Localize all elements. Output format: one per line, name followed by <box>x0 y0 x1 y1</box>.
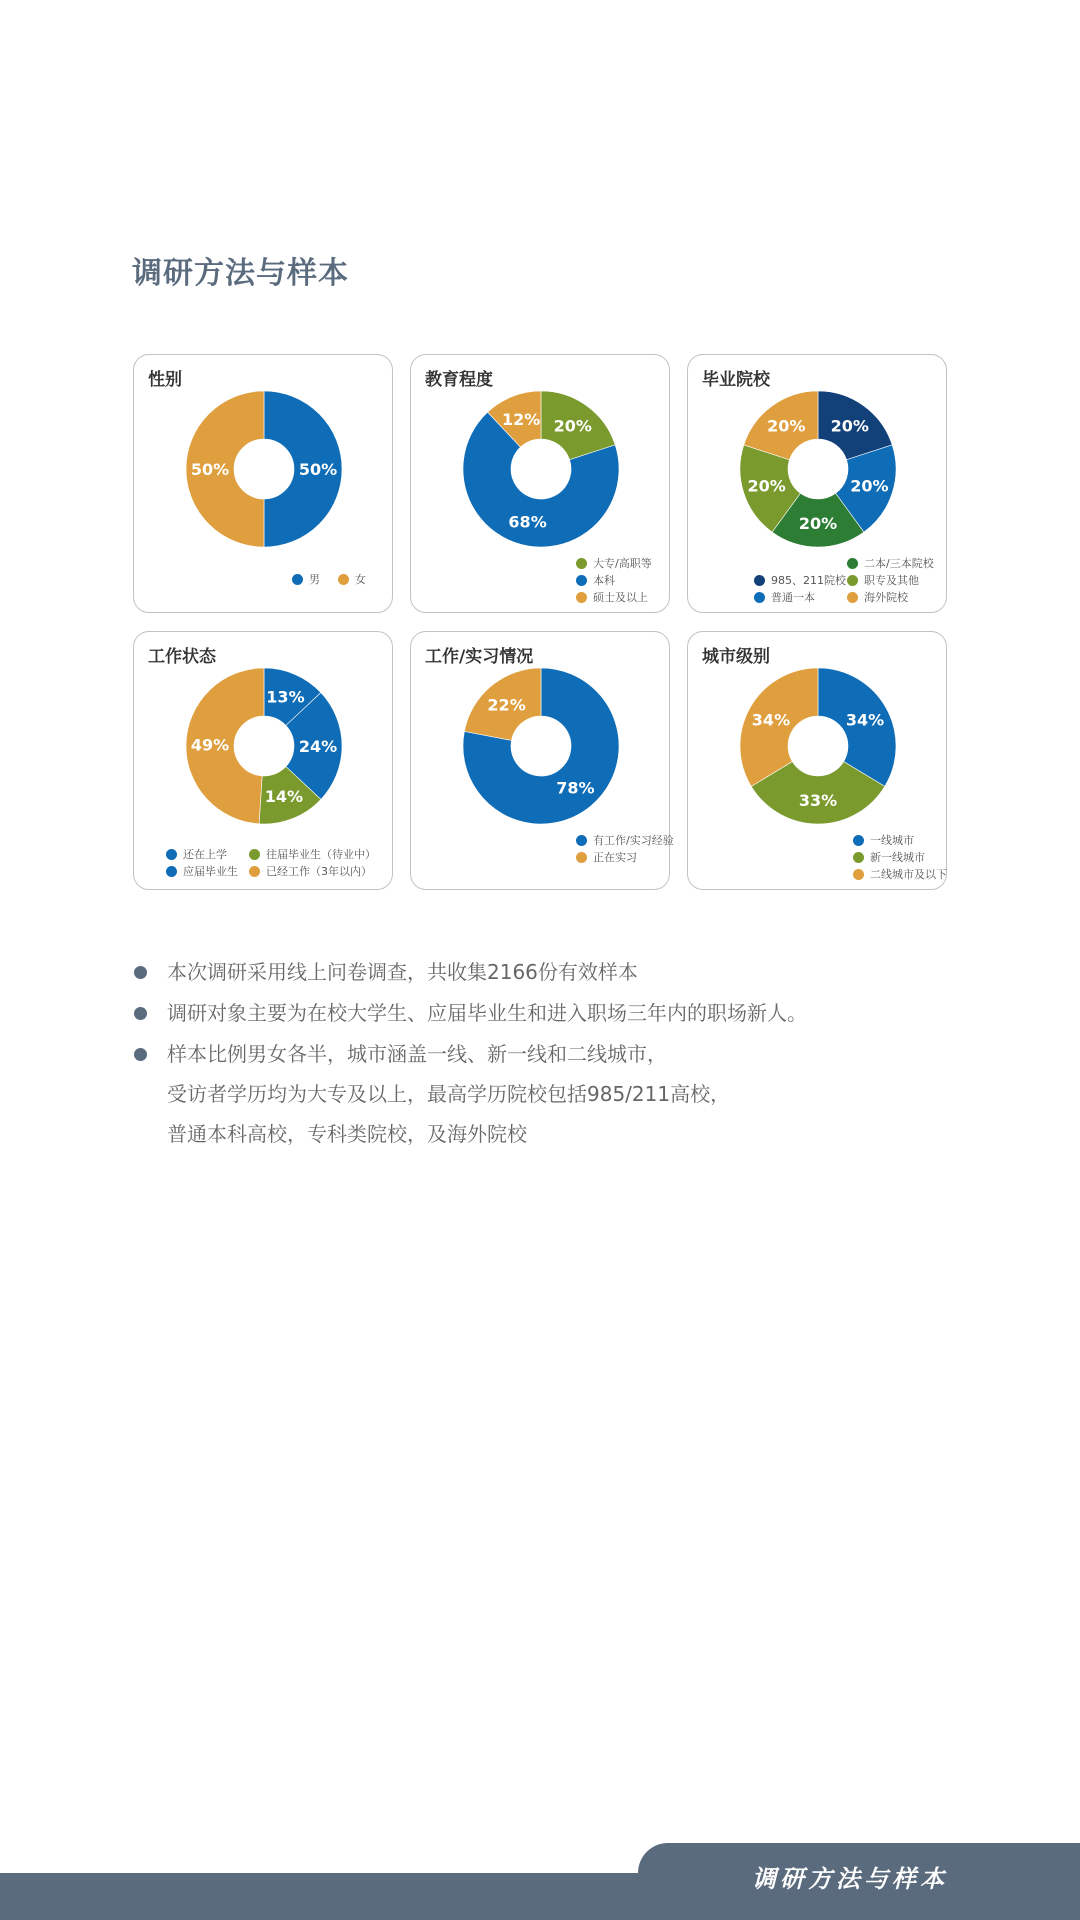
slice-label: 20% <box>830 416 869 436</box>
legend-swatch <box>576 575 587 586</box>
bullet-text: 调研对象主要为在校大学生、应届毕业生和进入职场三年内的职场新人。 <box>167 1001 807 1025</box>
footer-label: 调研方法与样本 <box>752 1865 948 1893</box>
legend-item <box>166 846 227 862</box>
slice-label: 50% <box>298 460 338 479</box>
internship-card <box>410 631 674 890</box>
legend-item <box>853 849 925 865</box>
legend-swatch <box>292 574 303 585</box>
legend-label: 大专/高职等 <box>593 557 652 570</box>
legend-label: 应届毕业生 <box>183 865 238 878</box>
summary-bullets <box>132 952 982 1155</box>
slice-label: 20% <box>767 416 806 436</box>
legend-swatch <box>754 592 765 603</box>
legend-label: 男 <box>309 573 320 586</box>
slice-label: 12% <box>501 409 541 429</box>
legend-swatch <box>754 575 765 586</box>
legend-swatch <box>338 574 349 585</box>
slice-label: 24% <box>298 737 338 756</box>
legend-swatch <box>166 849 177 860</box>
legend-item <box>754 572 846 588</box>
legend-swatch <box>249 849 260 860</box>
bullet-item <box>132 993 982 1033</box>
legend-item <box>338 571 366 587</box>
legend-label: 已经工作（3年以内） <box>266 865 372 878</box>
legend-label: 硕士及以上 <box>593 591 648 604</box>
slice-label: 20% <box>747 476 786 496</box>
slice-label: 49% <box>190 735 230 755</box>
legend-swatch <box>576 558 587 569</box>
bullet-dot-icon <box>134 1048 147 1061</box>
legend-item <box>576 572 615 588</box>
legend-swatch <box>166 866 177 877</box>
slice-label: 20% <box>798 514 838 533</box>
legend-label: 二线城市及以下 <box>870 868 947 881</box>
legend-label: 往届毕业生（待业中） <box>266 848 376 861</box>
education-card <box>410 354 670 613</box>
legend-item <box>847 555 934 571</box>
card-title: 毕业院校 <box>702 370 770 390</box>
legend-item <box>576 849 637 865</box>
legend-label: 职专及其他 <box>864 574 919 587</box>
slice-label: 34% <box>845 710 885 730</box>
legend-swatch <box>847 575 858 586</box>
legend-label: 985、211院校 <box>771 574 846 587</box>
bullet-dot-icon <box>134 966 147 979</box>
school-card <box>687 354 947 613</box>
legend-swatch <box>853 852 864 863</box>
legend-label: 二本/三本院校 <box>864 557 934 570</box>
card-title: 工作状态 <box>148 647 216 667</box>
legend-swatch <box>576 835 587 846</box>
card-title: 工作/实习情况 <box>425 647 534 667</box>
bullet-dot-icon <box>134 1007 147 1020</box>
card-title: 城市级别 <box>702 647 770 667</box>
bullet-text: 受访者学历均为大专及以上，最高学历院校包括985/211高校， <box>167 1082 731 1106</box>
legend-label: 一线城市 <box>870 834 914 847</box>
slice-label: 14% <box>264 787 304 807</box>
gender-card <box>133 354 393 613</box>
slice-label: 22% <box>487 695 526 715</box>
legend-item <box>847 589 908 605</box>
slice-label: 13% <box>266 687 305 707</box>
city-tier-card <box>687 631 947 890</box>
bullet-text: 本次调研采用线上问卷调查，共收集2166份有效样本 <box>167 960 638 984</box>
legend-item <box>166 863 238 879</box>
legend-item <box>853 866 947 882</box>
legend-item <box>847 572 919 588</box>
education-donut-chart <box>411 355 671 614</box>
legend-label: 本科 <box>593 574 615 587</box>
bullet-item <box>132 1034 982 1154</box>
bullet-text: 普通本科高校，专科类院校，及海外院校 <box>167 1122 527 1146</box>
slice-label: 33% <box>798 791 838 810</box>
bullet-item <box>132 952 982 992</box>
legend-item <box>576 832 674 848</box>
chart-grid <box>133 354 948 894</box>
legend-label: 新一线城市 <box>870 851 925 864</box>
legend-label: 普通一本 <box>771 591 815 604</box>
legend-label: 有工作/实习经验 <box>593 834 674 847</box>
card-title: 性别 <box>148 370 182 390</box>
legend-label: 正在实习 <box>593 851 637 864</box>
legend-item <box>576 589 648 605</box>
legend-item <box>853 832 914 848</box>
slice-label: 50% <box>190 460 230 479</box>
bullet-text: 样本比例男女各半，城市涵盖一线、新一线和二线城市， <box>167 1042 667 1066</box>
legend-item <box>754 589 815 605</box>
legend-swatch <box>847 592 858 603</box>
slice-label: 34% <box>751 710 791 730</box>
legend-swatch <box>853 835 864 846</box>
legend-swatch <box>853 869 864 880</box>
legend-swatch <box>576 852 587 863</box>
legend-item <box>576 555 652 571</box>
card-title: 教育程度 <box>425 370 493 390</box>
work-status-card <box>133 631 393 890</box>
legend-item <box>292 571 320 587</box>
legend-label: 女 <box>355 573 366 586</box>
slice-label: 20% <box>850 476 889 496</box>
legend-label: 还在上学 <box>183 848 227 861</box>
page-title: 调研方法与样本 <box>132 256 349 291</box>
slice-label: 20% <box>553 416 592 436</box>
legend-swatch <box>576 592 587 603</box>
slice-label: 78% <box>556 778 595 798</box>
legend-swatch <box>249 866 260 877</box>
legend-swatch <box>847 558 858 569</box>
legend-item <box>249 863 372 879</box>
legend-item <box>249 846 376 862</box>
legend-label: 海外院校 <box>864 591 908 604</box>
slice-label: 68% <box>508 512 547 532</box>
